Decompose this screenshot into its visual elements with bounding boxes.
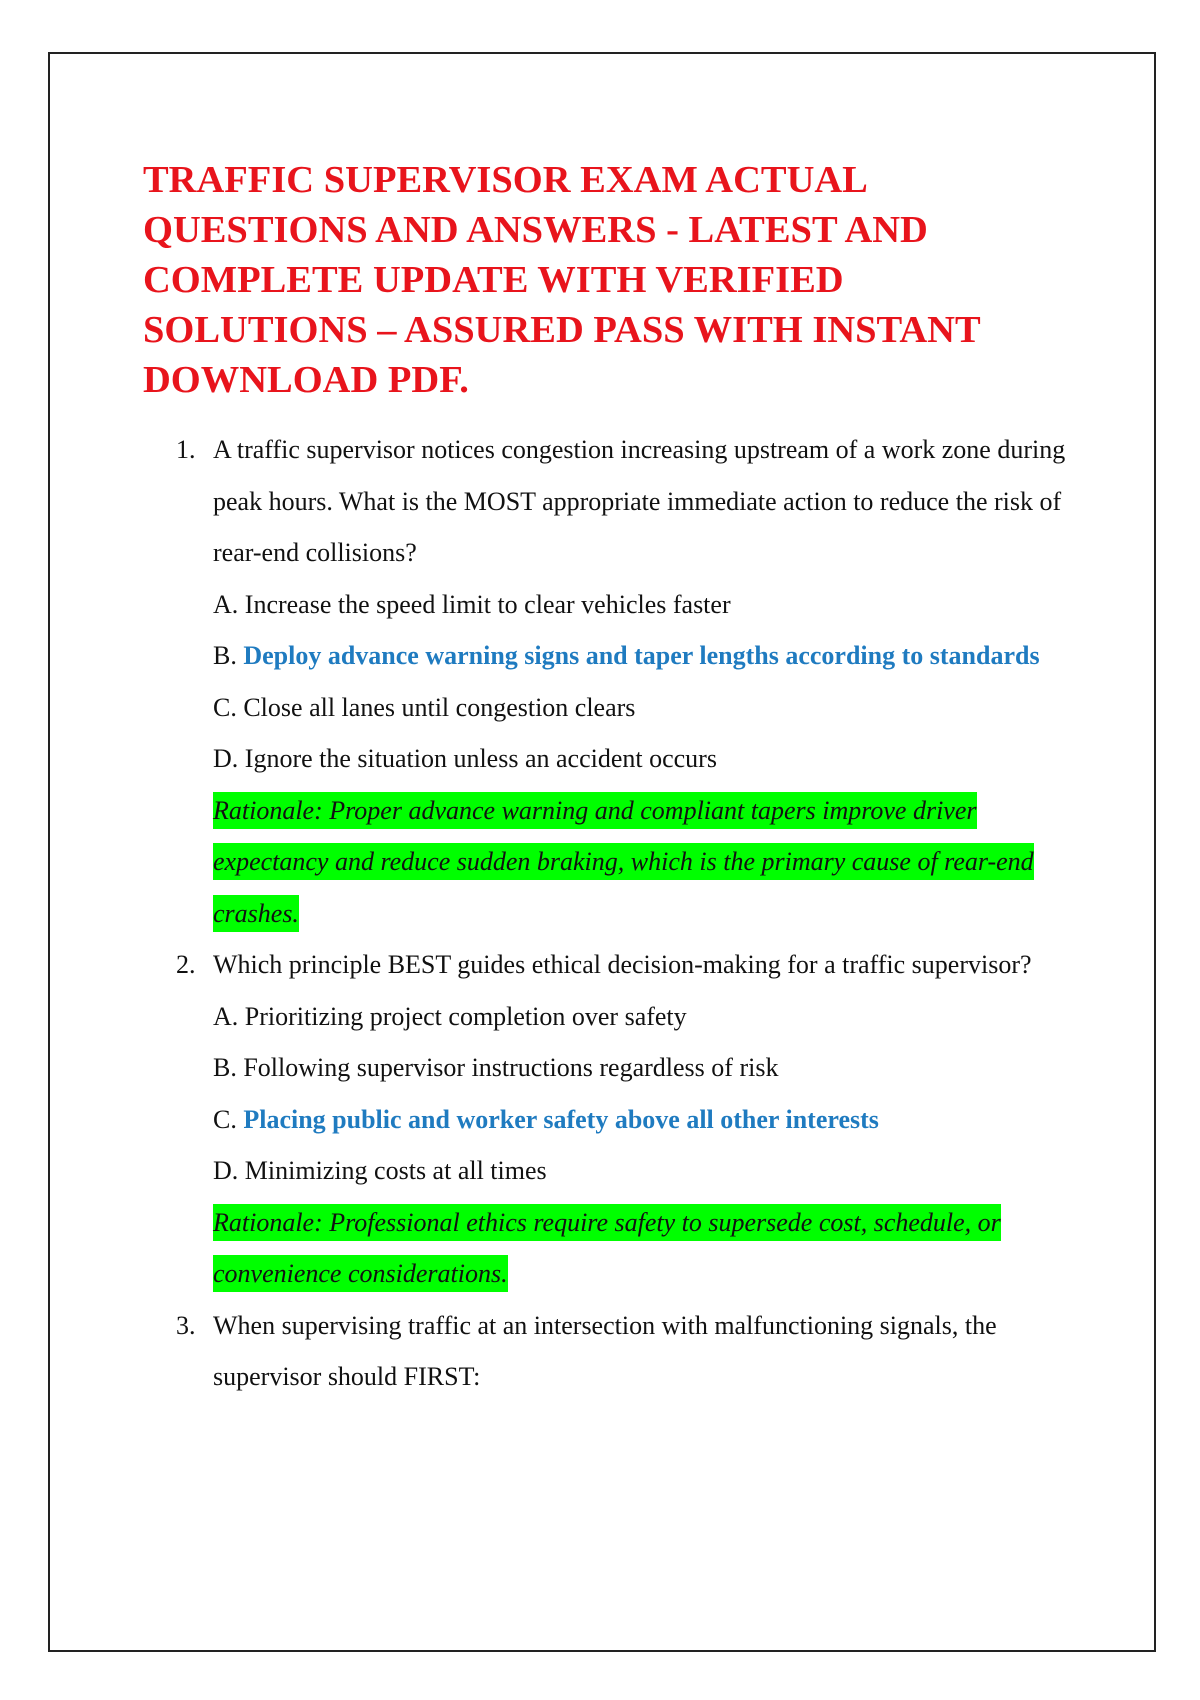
question-text: Which principle BEST guides ethical decision-making for a traffic supervisor? — [213, 950, 1032, 979]
question-number: 2. — [176, 950, 196, 979]
question-1 — [176, 424, 1076, 939]
option-letter: C. — [213, 692, 237, 722]
rationale — [213, 785, 1076, 940]
option-c — [213, 682, 1076, 734]
option-d — [213, 733, 1076, 785]
question-text: A traffic supervisor notices congestion increasing upstream of a work zone during peak hours. What is the MOST appropriate immediate action to reduce the risk of rear-end collisions? — [213, 435, 1066, 567]
rationale — [213, 1197, 1076, 1300]
correct-answer-text: Deploy advance warning signs and taper lengths according to standards — [243, 641, 1040, 670]
question-text: When supervising traffic at an intersection with malfunctioning signals, the supervisor should FIRST: — [213, 1310, 997, 1391]
question-3 — [176, 1300, 1076, 1403]
option-a — [213, 991, 1076, 1043]
option-letter: C. — [213, 1104, 237, 1134]
option-b — [213, 1042, 1076, 1094]
question-2 — [176, 939, 1076, 1300]
option-text: Increase the speed limit to clear vehicles faster — [244, 589, 731, 619]
option-letter: D. — [213, 744, 239, 773]
option-b-correct — [213, 630, 1076, 682]
option-letter: A. — [213, 1001, 239, 1031]
option-letter: B. — [213, 641, 237, 670]
correct-answer-text: Placing public and worker safety above all other interests — [243, 1104, 879, 1134]
option-letter: B. — [213, 1053, 237, 1082]
option-c-correct — [213, 1094, 1076, 1146]
option-text: Prioritizing project completion over safety — [244, 1001, 687, 1031]
rationale-text: Rationale: Proper advance warning and compliant tapers improve driver expectancy and reduce sudden braking, which is the primary cause of rear-end crashes. — [213, 792, 1034, 932]
rationale-text: Rationale: Professional ethics require safety to supersede cost, schedule, or convenience considerations. — [213, 1204, 1001, 1293]
document-title: TRAFFIC SUPERVISOR EXAM ACTUAL QUESTIONS AND ANSWERS - LATEST AND COMPLETE UPDATE WITH VERIFIED SOLUTIONS – ASSURED PASS WITH INSTANT DOWNLOAD PDF. — [143, 159, 980, 401]
option-text: Close all lanes until congestion clears — [243, 692, 636, 722]
question-list — [176, 424, 1076, 1403]
option-letter: A. — [213, 589, 239, 619]
option-text: Ignore the situation unless an accident occurs — [244, 744, 717, 773]
option-d — [213, 1145, 1076, 1197]
option-text: Following supervisor instructions regardless of risk — [243, 1053, 779, 1082]
option-a — [213, 579, 1076, 631]
option-text: Minimizing costs at all times — [244, 1156, 547, 1185]
option-letter: D. — [213, 1156, 239, 1185]
question-number: 3. — [176, 1310, 196, 1340]
question-number: 1. — [176, 435, 196, 464]
